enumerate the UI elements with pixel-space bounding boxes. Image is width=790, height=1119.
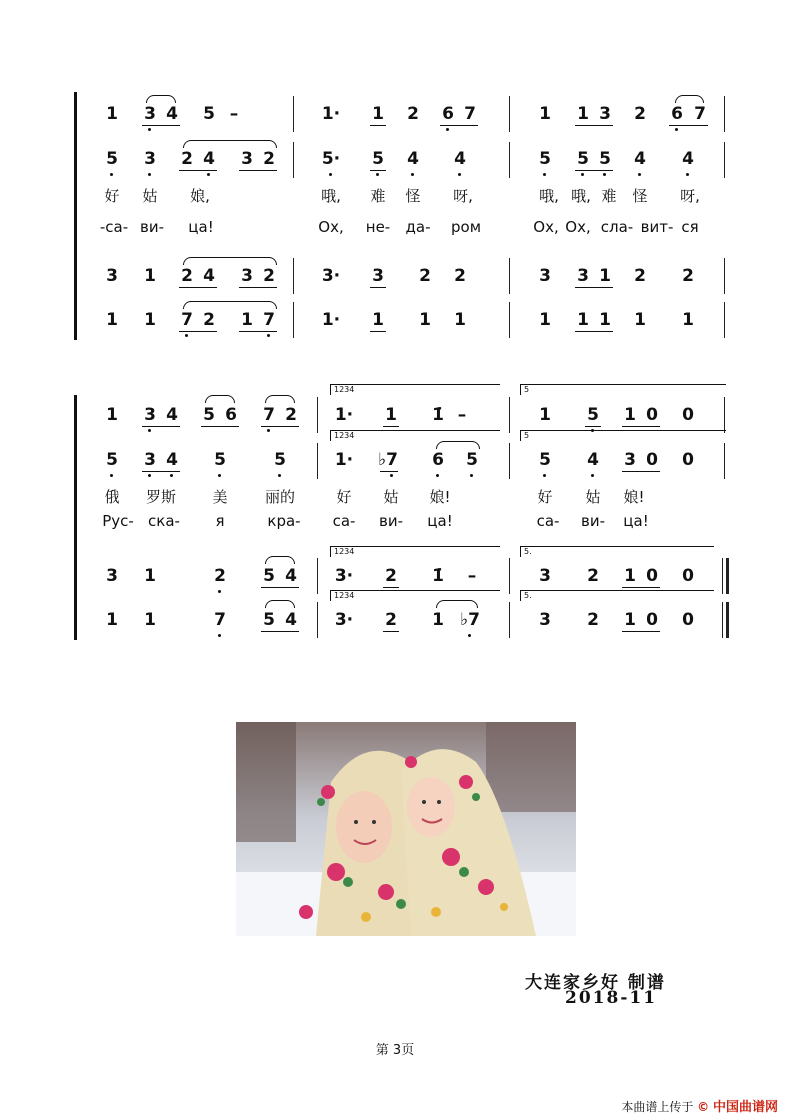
lyric: ви- xyxy=(378,512,404,530)
note: 5 xyxy=(203,405,215,425)
lyric: Ох, xyxy=(533,218,559,236)
lyric: 怪 xyxy=(632,187,648,205)
lyric: ца! xyxy=(623,512,649,530)
note: 3 xyxy=(144,104,156,124)
lyric: 美 xyxy=(212,488,228,506)
note: 1̇ xyxy=(432,405,444,425)
note: 6 xyxy=(225,405,237,425)
lyric: 娘! xyxy=(623,488,645,506)
note: 1 xyxy=(144,266,156,286)
note: 3 xyxy=(624,450,636,470)
note: 3 xyxy=(106,566,118,586)
system-bracket xyxy=(74,395,83,640)
lyric: 娘! xyxy=(429,488,451,506)
note: 3· xyxy=(321,266,341,286)
note: 5 xyxy=(214,450,226,470)
site-logo-icon: © xyxy=(697,1100,710,1114)
photo-illustration xyxy=(236,722,576,936)
lyric: 好 xyxy=(537,488,553,506)
note: 5 xyxy=(587,405,599,425)
lyric: -са- xyxy=(99,218,129,236)
note: 0 xyxy=(682,450,694,470)
note: 1 xyxy=(144,310,156,330)
lyric: 呀, xyxy=(680,187,700,205)
note: 1̇ xyxy=(432,566,444,586)
note: 7 xyxy=(694,104,706,124)
note: 4 xyxy=(634,149,646,169)
note: 1 xyxy=(419,310,431,330)
note: 1 xyxy=(106,104,118,124)
note: 0 xyxy=(646,566,658,586)
note: 3 xyxy=(577,266,589,286)
note: 2 xyxy=(285,405,297,425)
note: 1· xyxy=(334,405,354,425)
note: 0 xyxy=(682,566,694,586)
note: 2 xyxy=(263,149,275,169)
note: 4 xyxy=(166,450,178,470)
note: 5 xyxy=(539,149,551,169)
note: 2 xyxy=(682,266,694,286)
note: 1 xyxy=(634,310,646,330)
lyric: не- xyxy=(365,218,391,236)
note: 4 xyxy=(285,610,297,630)
note: 5 xyxy=(599,149,611,169)
lyric: Ох, xyxy=(318,218,344,236)
note: 2 xyxy=(263,266,275,286)
photo-mother-and-daughter xyxy=(236,722,576,936)
note: 4 xyxy=(203,149,215,169)
note: 4 xyxy=(285,566,297,586)
note: 1 xyxy=(624,610,636,630)
lyric: 罗斯 xyxy=(145,488,177,506)
note: 7 xyxy=(263,310,275,330)
lyric: 俄 xyxy=(104,488,120,506)
note: 1 xyxy=(144,566,156,586)
volta-bracket: 5 xyxy=(520,430,726,441)
note: 1 xyxy=(539,310,551,330)
lyric: Ох, xyxy=(565,218,591,236)
note: 6 xyxy=(432,450,444,470)
note: 1 xyxy=(539,405,551,425)
note: 3 xyxy=(144,149,156,169)
note: 1 xyxy=(577,104,589,124)
note: 7 xyxy=(181,310,193,330)
note: 2 xyxy=(203,310,215,330)
note: 1 xyxy=(106,610,118,630)
lyric: 呀, xyxy=(453,187,473,205)
note: 1 xyxy=(599,310,611,330)
note: 3· xyxy=(334,610,354,630)
note: 3 xyxy=(106,266,118,286)
arranger-credit: 大连家乡好 制谱 xyxy=(525,973,666,993)
volta-bracket: 1234 xyxy=(330,546,500,557)
lyric: 好 xyxy=(104,187,120,205)
note: 2 xyxy=(587,566,599,586)
note: 3· xyxy=(334,566,354,586)
note: 2 xyxy=(181,266,193,286)
note: 4 xyxy=(587,450,599,470)
lyric: 哦, xyxy=(321,187,341,205)
note: 3 xyxy=(241,149,253,169)
note: 1 xyxy=(432,610,444,630)
lyric: 难 xyxy=(601,187,617,205)
note: 1 xyxy=(241,310,253,330)
note: 0 xyxy=(682,610,694,630)
note: 6 xyxy=(442,104,454,124)
lyric: ся xyxy=(681,218,699,236)
lyric: 好 xyxy=(336,488,352,506)
note: 4 xyxy=(166,405,178,425)
note: 1 xyxy=(106,310,118,330)
note: 1 xyxy=(599,266,611,286)
volta-bracket: 1234 xyxy=(330,590,500,601)
note: 1 xyxy=(372,310,384,330)
note: 2 xyxy=(407,104,419,124)
note: 5 xyxy=(203,104,215,124)
note: 1· xyxy=(321,310,341,330)
note: 4 xyxy=(203,266,215,286)
note: ♭7 xyxy=(460,610,480,630)
lyric: 娘, xyxy=(190,187,210,205)
note: 1 xyxy=(624,566,636,586)
volta-bracket: 1234 xyxy=(330,384,500,395)
note: 2 xyxy=(214,566,226,586)
note: 2 xyxy=(587,610,599,630)
note: 1 xyxy=(385,405,397,425)
lyric: са- xyxy=(536,512,560,530)
note: 2 xyxy=(634,266,646,286)
volta-bracket: 5. xyxy=(520,590,714,601)
note: 0 xyxy=(682,405,694,425)
lyric: 姑 xyxy=(585,488,601,506)
lyric: ца! xyxy=(188,218,214,236)
note: 5 xyxy=(539,450,551,470)
note: ♭7 xyxy=(378,450,398,470)
lyric: 怪 xyxy=(405,187,421,205)
note: 1 xyxy=(106,405,118,425)
note: 3 xyxy=(144,405,156,425)
lyric: 哦, xyxy=(571,187,591,205)
lyric: Рус- xyxy=(102,512,134,530)
footer-upload-notice xyxy=(621,1096,778,1115)
lyric: 哦, xyxy=(539,187,559,205)
volta-bracket: 5 xyxy=(520,384,726,395)
lyric: ви- xyxy=(580,512,606,530)
note: 5 xyxy=(372,149,384,169)
note: 5 xyxy=(106,149,118,169)
note: 3 xyxy=(372,266,384,286)
lyric: вит- xyxy=(640,218,674,236)
lyric: 姑 xyxy=(142,187,158,205)
note: 4 xyxy=(407,149,419,169)
note: – xyxy=(467,566,477,586)
lyric: ца! xyxy=(427,512,453,530)
lyric: ви- xyxy=(139,218,165,236)
note: 1 xyxy=(577,310,589,330)
lyric: я xyxy=(215,512,225,530)
note: 1 xyxy=(372,104,384,124)
note: 1· xyxy=(321,104,341,124)
note: 7 xyxy=(263,405,275,425)
note: 2 xyxy=(419,266,431,286)
note: 1 xyxy=(539,104,551,124)
footer-text: 本曲谱上传于 xyxy=(621,1100,694,1114)
note: 3 xyxy=(599,104,611,124)
note: 1· xyxy=(334,450,354,470)
note: 5 xyxy=(466,450,478,470)
note: – xyxy=(229,104,239,124)
lyric: 丽的 xyxy=(264,488,296,506)
note: 4 xyxy=(454,149,466,169)
lyric: да- xyxy=(405,218,431,236)
lyric: ром xyxy=(450,218,482,236)
lyric: 姑 xyxy=(383,488,399,506)
note: 5 xyxy=(274,450,286,470)
note: 3 xyxy=(144,450,156,470)
note: 4 xyxy=(166,104,178,124)
note: 1 xyxy=(682,310,694,330)
note: 1 xyxy=(144,610,156,630)
arrangement-date: 2018-11 xyxy=(565,988,658,1008)
note: 5 xyxy=(263,610,275,630)
note: 2 xyxy=(181,149,193,169)
lyric: ска- xyxy=(148,512,180,530)
lyric: 难 xyxy=(370,187,386,205)
note: 3 xyxy=(539,266,551,286)
note: 2 xyxy=(454,266,466,286)
note: 7 xyxy=(214,610,226,630)
note: – xyxy=(457,405,467,425)
note: 5· xyxy=(321,149,341,169)
note: 7 xyxy=(464,104,476,124)
volta-bracket: 1234 xyxy=(330,430,500,441)
note: 0 xyxy=(646,405,658,425)
lyric: са- xyxy=(332,512,356,530)
note: 5 xyxy=(263,566,275,586)
system-bracket xyxy=(74,92,83,340)
lyric: сла- xyxy=(600,218,634,236)
page-number: 第 3页 xyxy=(375,1043,415,1058)
site-name[interactable]: 中国曲谱网 xyxy=(712,1100,778,1115)
note: 3 xyxy=(539,566,551,586)
note: 3 xyxy=(241,266,253,286)
note: 2 xyxy=(385,566,397,586)
note: 2 xyxy=(385,610,397,630)
note: 0 xyxy=(646,450,658,470)
note: 5 xyxy=(577,149,589,169)
note: 2 xyxy=(634,104,646,124)
note: 5 xyxy=(106,450,118,470)
note: 1 xyxy=(624,405,636,425)
note: 3 xyxy=(539,610,551,630)
volta-bracket: 5. xyxy=(520,546,714,557)
note: 6 xyxy=(671,104,683,124)
lyric: кра- xyxy=(267,512,301,530)
note: 1 xyxy=(454,310,466,330)
note: 4 xyxy=(682,149,694,169)
note: 0 xyxy=(646,610,658,630)
